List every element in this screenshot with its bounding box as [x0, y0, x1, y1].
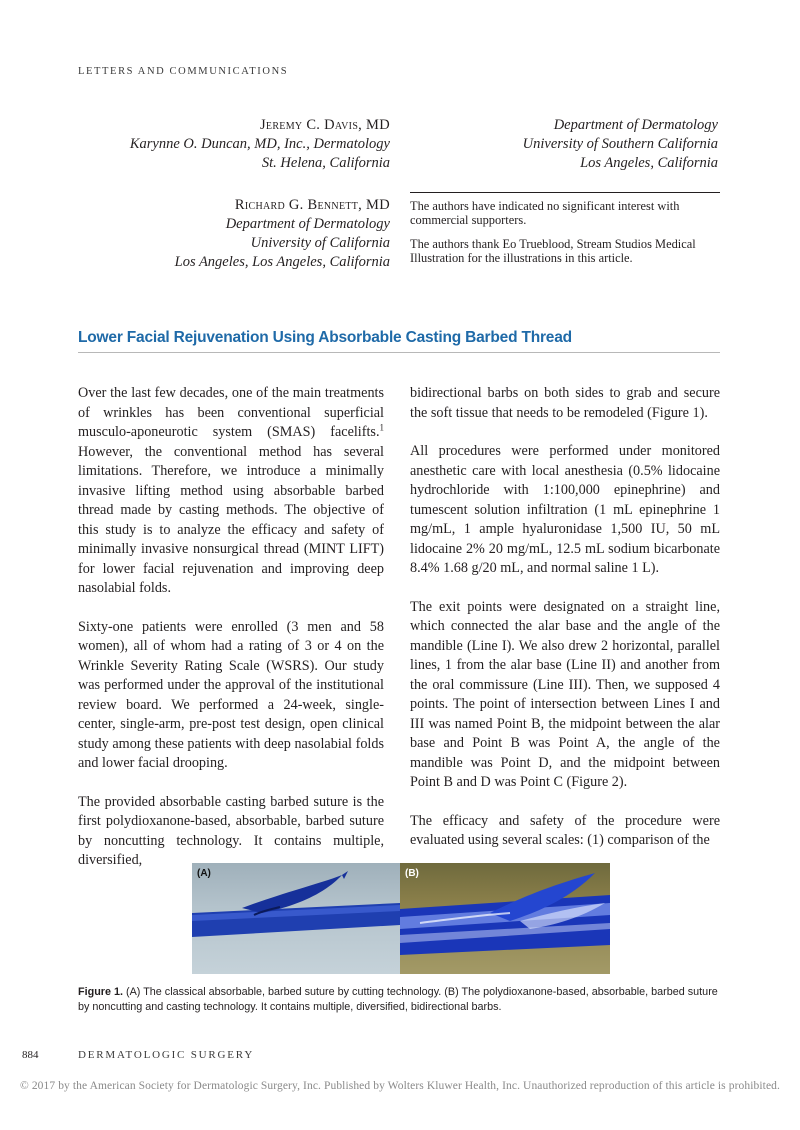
author-signature-bennett [30, 196, 390, 272]
figure-caption [78, 985, 720, 1015]
author-signature-usc [358, 116, 718, 173]
author-department: Department of Dermatology [225, 216, 390, 232]
author-name: Richard G. Bennett, MD [234, 197, 390, 213]
paragraph: bidirectional barbs on both sides to grab and secure the soft tissue that needs to be remodeled (Figure 1). [410, 385, 720, 421]
acknowledgment-note: The authors thank Eo Trueblood, Stream Studios Medical Illustration for the illustrations in this article. [410, 237, 696, 265]
paragraph-text: However, the conventional method has several limitations. Therefore, we introduce a minimally invasive lifting method using absorbable barbed thread made by casting methods. The objective of this study is to analyze the efficacy and safety of minimally invasive nonsurgical thread (MINT LIFT) for lower facial rejuvenation and improving deep nasolabial folds. [78, 443, 384, 596]
panel-label-b: (B) [405, 868, 419, 879]
article-title: Lower Facial Rejuvenation Using Absorbable Casting Barbed Thread [78, 329, 572, 346]
author-university: University of California [250, 235, 390, 251]
author-location: Los Angeles, Los Angeles, California [174, 254, 390, 270]
affiliation-department: Department of Dermatology [553, 117, 718, 133]
title-divider [78, 352, 720, 353]
disclosure-note: The authors have indicated no significant interest with commercial supporters. [410, 199, 680, 227]
body-column-right [410, 384, 720, 870]
cutting-suture-photo [192, 863, 400, 974]
paragraph [78, 384, 384, 599]
paragraph: The exit points were designated on a straight line, which connected the alar base and the angle of the mandible (Line I). We also drew 2 horizontal, parallel lines, 1 from the alar base (Line II) and another from the oral commissure (Line III). Then, we supposed 4 points. The point of intersection between Lines I and III was named Point B, the midpoint between the alar base and Point B was Point A, the angle of the mandible was Point D, and the midpoint between Point B and D was Point C (Figure 2). [410, 598, 720, 790]
author-location: St. Helena, California [261, 155, 390, 171]
body-column-left [78, 384, 384, 890]
author-notes [410, 199, 720, 275]
journal-name: DERMATOLOGIC SURGERY [78, 1049, 255, 1061]
figure-panel-a [192, 863, 400, 974]
affiliation-university: University of Southern California [522, 136, 718, 152]
author-affiliation: Karynne O. Duncan, MD, Inc., Dermatology [129, 136, 390, 152]
citation-superscript: 1 [379, 422, 384, 433]
copyright-notice: © 2017 by the American Society for Dermatologic Surgery, Inc. Published by Wolters Kluwer Health, Inc. Unauthorized reproduction of this article is prohibited. [20, 1080, 780, 1092]
page-number: 884 [22, 1049, 39, 1061]
panel-label-a: (A) [197, 868, 211, 879]
paragraph: The provided absorbable casting barbed suture is the first polydioxanone-based, absorbable, barbed suture by noncutting technology. It contains multiple, diversified, [78, 793, 384, 868]
running-head: LETTERS AND COMMUNICATIONS [78, 66, 289, 77]
caption-text: (A) The classical absorbable, barbed suture by cutting technology. (B) The polydioxanone-based, absorbable, barbed suture by noncutting and casting technology. It contains multiple, diversified, bidirectional barbs. [78, 986, 718, 1013]
paragraph: The efficacy and safety of the procedure were evaluated using several scales: (1) comparison of the [410, 812, 720, 848]
author-signature-davis [30, 116, 390, 173]
casting-suture-photo [400, 863, 610, 974]
author-name: Jeremy C. Davis, MD [259, 117, 390, 133]
paragraph-text: Over the last few decades, one of the main treatments of wrinkles has been conventional superficial musculo-aponeurotic system (SMAS) facelifts. [78, 385, 384, 440]
figure-panel-b [400, 863, 610, 974]
notes-rule [410, 192, 720, 193]
paragraph: Sixty-one patients were enrolled (3 men and 58 women), all of whom had a rating of 3 or 4 on the Wrinkle Severity Rating Scale (WSRS). Our study was performed under the approval of the institutional review board. We performed a 24-week, single-center, single-arm, pre-post test design, open clinical study among these patients with deep nasolabial folds and lower facial drooping. [78, 618, 384, 771]
figure-1 [192, 863, 610, 974]
affiliation-location: Los Angeles, California [580, 155, 718, 171]
paragraph: All procedures were performed under monitored anesthetic care with local anesthesia (0.5% lidocaine hydrochloride with 1:100,000 epinephrine) and tumescent solution infiltration (1 mL epinephrine 1 mg/mL, 1 ample hyaluronidase 1,500 IU, 50 mL lidocaine 2% 20 mg/mL, 12.5 mL sodium bicarbonate 8.4% 1.68 g/20 mL, and normal saline 1 L). [410, 443, 720, 576]
caption-label: Figure 1. [78, 986, 123, 998]
